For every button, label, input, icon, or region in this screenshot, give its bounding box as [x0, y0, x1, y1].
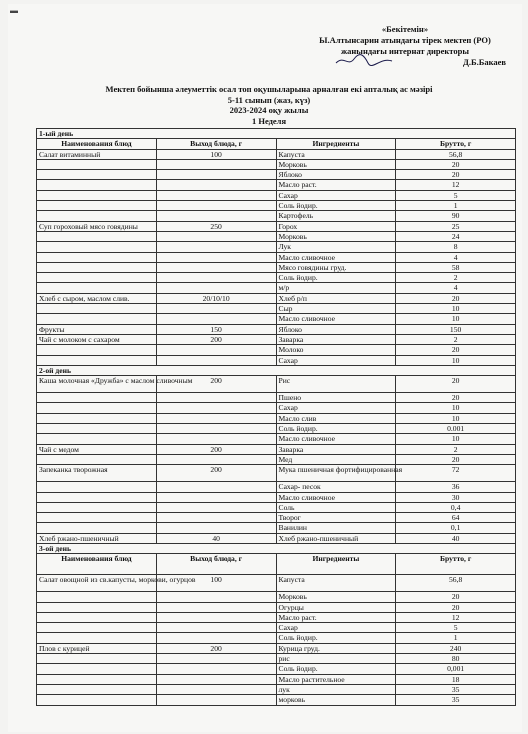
- ingredient-cell: Масло сливочное: [276, 252, 396, 262]
- brutto-cell: 0,001: [396, 664, 516, 674]
- table-row: [37, 149, 516, 159]
- brutto-cell: 4: [396, 283, 516, 293]
- dish-cell: [37, 612, 157, 622]
- table-row: [37, 633, 516, 643]
- yield-cell: [156, 180, 276, 190]
- yield-cell: [156, 424, 276, 434]
- table-row: [37, 324, 516, 334]
- dish-cell: [37, 602, 157, 612]
- brutto-cell: 10: [396, 403, 516, 413]
- table-row: [37, 523, 516, 533]
- dish-cell: [37, 403, 157, 413]
- table-row: [37, 159, 516, 169]
- table-row: [37, 252, 516, 262]
- table-row: [37, 575, 516, 592]
- yield-cell: 200: [156, 465, 276, 482]
- ingredient-cell: Капуста: [276, 575, 396, 592]
- brutto-cell: 10: [396, 314, 516, 324]
- yield-cell: [156, 434, 276, 444]
- table-row: [37, 664, 516, 674]
- yield-cell: [156, 513, 276, 523]
- yield-cell: [156, 674, 276, 684]
- brutto-cell: 90: [396, 211, 516, 221]
- table-row: [37, 376, 516, 393]
- dish-cell: Суп гороховый мясо говядины: [37, 221, 157, 231]
- ingredient-cell: Мясо говядины груд.: [276, 262, 396, 272]
- table-row: [37, 674, 516, 684]
- brutto-cell: 12: [396, 612, 516, 622]
- ingredient-cell: Хлеб ржано-пшеничный: [276, 533, 396, 543]
- yield-cell: 200: [156, 643, 276, 653]
- yield-cell: [156, 664, 276, 674]
- table-row: [37, 444, 516, 454]
- ingredient-cell: Масло растительное: [276, 674, 396, 684]
- table-row: [37, 492, 516, 502]
- ingredient-cell: Масло раст.: [276, 612, 396, 622]
- dish-cell: Фрукты: [37, 324, 157, 334]
- yield-cell: [156, 304, 276, 314]
- yield-cell: [156, 502, 276, 512]
- ingredient-cell: Сахар: [276, 190, 396, 200]
- ingredient-cell: Сахар- песок: [276, 482, 396, 492]
- brutto-cell: 20: [396, 592, 516, 602]
- table-row: [37, 695, 516, 705]
- table-header-row: [37, 554, 516, 575]
- ingredient-cell: Лук: [276, 242, 396, 252]
- approval-block: [290, 24, 520, 68]
- dish-cell: [37, 314, 157, 324]
- table-row: [37, 424, 516, 434]
- brutto-cell: 56,8: [396, 149, 516, 159]
- brutto-cell: 18: [396, 674, 516, 684]
- ingredient-cell: Хлеб р/п: [276, 293, 396, 303]
- ingredient-cell: Соль йодир.: [276, 664, 396, 674]
- yield-cell: [156, 201, 276, 211]
- header-dish-cell: Наименования блюд: [37, 139, 157, 149]
- yield-cell: 100: [156, 149, 276, 159]
- yield-cell: [156, 592, 276, 602]
- yield-cell: [156, 231, 276, 241]
- brutto-cell: 1: [396, 201, 516, 211]
- ingredient-cell: Курица груд.: [276, 643, 396, 653]
- dish-cell: [37, 355, 157, 365]
- approval-position: жанындағы интернат директоры: [341, 46, 469, 56]
- table-row: [37, 465, 516, 482]
- table-row: [37, 413, 516, 423]
- table-row: [37, 393, 516, 403]
- day-row: [37, 543, 516, 553]
- table-row: [37, 502, 516, 512]
- brutto-cell: 25: [396, 221, 516, 231]
- brutto-cell: 30: [396, 492, 516, 502]
- brutto-cell: 35: [396, 695, 516, 705]
- table-row: [37, 231, 516, 241]
- header-brutto-cell: Брутто, г: [396, 554, 516, 575]
- yield-cell: [156, 170, 276, 180]
- dish-cell: Плов с курицей: [37, 643, 157, 653]
- dish-cell: [37, 684, 157, 694]
- yield-cell: [156, 654, 276, 664]
- brutto-cell: 20: [396, 293, 516, 303]
- brutto-cell: 5: [396, 190, 516, 200]
- table-row: [37, 643, 516, 653]
- yield-cell: [156, 190, 276, 200]
- day-label: 2-ой день: [37, 365, 516, 375]
- brutto-cell: 20: [396, 170, 516, 180]
- yield-cell: [156, 602, 276, 612]
- yield-cell: [156, 523, 276, 533]
- ingredient-cell: Сахар: [276, 403, 396, 413]
- yield-cell: [156, 283, 276, 293]
- brutto-cell: 10: [396, 355, 516, 365]
- brutto-cell: 20: [396, 345, 516, 355]
- ingredient-cell: лук: [276, 684, 396, 694]
- brutto-cell: 2: [396, 334, 516, 344]
- table-row: [37, 262, 516, 272]
- day-row: [37, 365, 516, 375]
- yield-cell: 250: [156, 221, 276, 231]
- dish-cell: [37, 674, 157, 684]
- yield-cell: [156, 159, 276, 169]
- title-grades: 5-11 сынып (жаз, күз): [227, 94, 311, 105]
- dish-cell: [37, 304, 157, 314]
- ingredient-cell: Морковь: [276, 592, 396, 602]
- brutto-cell: 5: [396, 623, 516, 633]
- ingredient-cell: Соль йодир.: [276, 201, 396, 211]
- yield-cell: 20/10/10: [156, 293, 276, 303]
- day-row: [37, 129, 516, 139]
- day-label: 1-ый день: [37, 129, 516, 139]
- ingredient-cell: Мука пшеничная фортифицированная: [276, 465, 396, 482]
- header-dish-cell: Наименования блюд: [37, 554, 157, 575]
- table-row: [37, 304, 516, 314]
- dish-cell: [37, 345, 157, 355]
- dish-cell: Салат овощной из св.капусты, моркови, огурцов: [37, 575, 157, 592]
- table-row: [37, 684, 516, 694]
- table-row: [37, 221, 516, 231]
- dish-cell: Каша молочная «Дружба» с маслом сливочным: [37, 376, 157, 393]
- table-row: [37, 345, 516, 355]
- table-row: [37, 273, 516, 283]
- dish-cell: [37, 492, 157, 502]
- brutto-cell: 35: [396, 684, 516, 694]
- title-main: Мектеп бойынша әлеуметтік осал топ оқушыларына арналған екі апталық ас мәзірі: [105, 84, 433, 94]
- yield-cell: [156, 355, 276, 365]
- ingredient-cell: Молоко: [276, 345, 396, 355]
- table-row: [37, 454, 516, 464]
- dish-cell: [37, 424, 157, 434]
- dish-cell: [37, 654, 157, 664]
- approval-school: Ы.Алтынсарин атындағы тірек мектеп (РО): [319, 35, 491, 45]
- table-row: [37, 314, 516, 324]
- dish-cell: [37, 623, 157, 633]
- yield-cell: 200: [156, 376, 276, 393]
- ingredient-cell: Масло сливочное: [276, 434, 396, 444]
- table-row: [37, 612, 516, 622]
- ingredient-cell: Морковь: [276, 231, 396, 241]
- brutto-cell: 20: [396, 376, 516, 393]
- dish-cell: [37, 454, 157, 464]
- ingredient-cell: Соль: [276, 502, 396, 512]
- table-row: [37, 602, 516, 612]
- yield-cell: [156, 314, 276, 324]
- header-yield-cell: Выход блюда, г: [156, 139, 276, 149]
- dish-cell: Запеканка творожная: [37, 465, 157, 482]
- ingredient-cell: Соль йодир.: [276, 273, 396, 283]
- yield-cell: [156, 492, 276, 502]
- brutto-cell: 10: [396, 304, 516, 314]
- signature-icon: [334, 53, 394, 67]
- table-row: [37, 482, 516, 492]
- ingredient-cell: м/р: [276, 283, 396, 293]
- brutto-cell: 8: [396, 242, 516, 252]
- yield-cell: [156, 252, 276, 262]
- dish-cell: [37, 482, 157, 492]
- ingredient-cell: Яблоко: [276, 324, 396, 334]
- dish-cell: [37, 434, 157, 444]
- header-brutto-cell: Брутто, г: [396, 139, 516, 149]
- ingredient-cell: Масло слив: [276, 413, 396, 423]
- header-ingredient-cell: Ингредиенты: [276, 139, 396, 149]
- title-week: 1 Неделя: [251, 115, 287, 126]
- brutto-cell: 12: [396, 180, 516, 190]
- brutto-cell: 4: [396, 252, 516, 262]
- table-row: [37, 434, 516, 444]
- ingredient-cell: Морковь: [276, 159, 396, 169]
- brutto-cell: 0,4: [396, 502, 516, 512]
- dish-cell: [37, 231, 157, 241]
- brutto-cell: 0.001: [396, 424, 516, 434]
- dish-cell: Чай с молоком с сахаром: [37, 334, 157, 344]
- dish-cell: [37, 695, 157, 705]
- dish-cell: Хлеб ржано-пшеничный: [37, 533, 157, 543]
- ingredient-cell: Заварка: [276, 444, 396, 454]
- brutto-cell: 56,8: [396, 575, 516, 592]
- brutto-cell: 2: [396, 273, 516, 283]
- dish-cell: [37, 413, 157, 423]
- yield-cell: [156, 413, 276, 423]
- dish-cell: [37, 393, 157, 403]
- table-row: [37, 170, 516, 180]
- brutto-cell: 20: [396, 393, 516, 403]
- dish-cell: [37, 273, 157, 283]
- ingredient-cell: Яблоко: [276, 170, 396, 180]
- table-row: [37, 293, 516, 303]
- dish-cell: [37, 633, 157, 643]
- yield-cell: 100: [156, 575, 276, 592]
- table-row: [37, 513, 516, 523]
- table-row: [37, 283, 516, 293]
- dish-cell: [37, 252, 157, 262]
- brutto-cell: 10: [396, 413, 516, 423]
- ingredient-cell: Сахар: [276, 355, 396, 365]
- dish-cell: Чай с медом: [37, 444, 157, 454]
- ingredient-cell: Масло сливочное: [276, 314, 396, 324]
- ingredient-cell: Творог: [276, 513, 396, 523]
- document-title: [104, 84, 434, 126]
- dish-cell: [37, 242, 157, 252]
- dish-cell: [37, 180, 157, 190]
- header-ingredient-cell: Ингредиенты: [276, 554, 396, 575]
- table-row: [37, 201, 516, 211]
- ingredient-cell: Заварка: [276, 334, 396, 344]
- brutto-cell: 0,1: [396, 523, 516, 533]
- dish-cell: [37, 664, 157, 674]
- yield-cell: [156, 211, 276, 221]
- brutto-cell: 64: [396, 513, 516, 523]
- yield-cell: [156, 623, 276, 633]
- ingredient-cell: Мед: [276, 454, 396, 464]
- ingredient-cell: рис: [276, 654, 396, 664]
- yield-cell: 40: [156, 533, 276, 543]
- ingredient-cell: Капуста: [276, 149, 396, 159]
- table-row: [37, 242, 516, 252]
- ingredient-cell: Пшено: [276, 393, 396, 403]
- dish-cell: [37, 262, 157, 272]
- document-page: [8, 4, 522, 732]
- ingredient-cell: Огурцы: [276, 602, 396, 612]
- ingredient-cell: Масло сливочное: [276, 492, 396, 502]
- ingredient-cell: Ванилин: [276, 523, 396, 533]
- yield-cell: 200: [156, 444, 276, 454]
- brutto-cell: 40: [396, 533, 516, 543]
- table-row: [37, 334, 516, 344]
- table-row: [37, 403, 516, 413]
- dish-cell: [37, 592, 157, 602]
- brutto-cell: 10: [396, 434, 516, 444]
- table-row: [37, 180, 516, 190]
- yield-cell: [156, 633, 276, 643]
- yield-cell: 150: [156, 324, 276, 334]
- brutto-cell: 58: [396, 262, 516, 272]
- table-row: [37, 654, 516, 664]
- yield-cell: [156, 273, 276, 283]
- day-label: 3-ой день: [37, 543, 516, 553]
- dish-cell: Хлеб с сыром, маслом слив.: [37, 293, 157, 303]
- table-row: [37, 211, 516, 221]
- brutto-cell: 20: [396, 602, 516, 612]
- brutto-cell: 36: [396, 482, 516, 492]
- dish-cell: [37, 159, 157, 169]
- yield-cell: [156, 242, 276, 252]
- yield-cell: [156, 262, 276, 272]
- dish-cell: [37, 190, 157, 200]
- dish-cell: [37, 523, 157, 533]
- ingredient-cell: Сыр: [276, 304, 396, 314]
- approval-title: «Бекітемін»: [381, 24, 429, 34]
- title-year: 2023-2024 оқу жылы: [229, 105, 309, 115]
- approval-signature-name: Д.Б.Бакаев: [463, 57, 506, 67]
- dish-cell: [37, 170, 157, 180]
- dish-cell: [37, 211, 157, 221]
- yield-cell: [156, 454, 276, 464]
- yield-cell: [156, 393, 276, 403]
- brutto-cell: 1: [396, 633, 516, 643]
- ingredient-cell: морковь: [276, 695, 396, 705]
- table-row: [37, 355, 516, 365]
- yield-cell: [156, 684, 276, 694]
- ingredient-cell: Картофель: [276, 211, 396, 221]
- ingredient-cell: Соль йодир.: [276, 633, 396, 643]
- brutto-cell: 72: [396, 465, 516, 482]
- ingredient-cell: Горох: [276, 221, 396, 231]
- dish-cell: Салат витаминный: [37, 149, 157, 159]
- ingredient-cell: Сахар: [276, 623, 396, 633]
- ingredient-cell: Масло раст.: [276, 180, 396, 190]
- ingredient-cell: Соль йодир.: [276, 424, 396, 434]
- corner-mark-icon: ▬: [10, 6, 18, 15]
- brutto-cell: 20: [396, 454, 516, 464]
- brutto-cell: 240: [396, 643, 516, 653]
- menu-table: [36, 128, 516, 706]
- dish-cell: [37, 513, 157, 523]
- yield-cell: [156, 345, 276, 355]
- table-row: [37, 592, 516, 602]
- table-row: [37, 533, 516, 543]
- dish-cell: [37, 502, 157, 512]
- yield-cell: [156, 612, 276, 622]
- table-row: [37, 623, 516, 633]
- brutto-cell: 2: [396, 444, 516, 454]
- brutto-cell: 20: [396, 159, 516, 169]
- table-header-row: [37, 139, 516, 149]
- brutto-cell: 150: [396, 324, 516, 334]
- dish-cell: [37, 283, 157, 293]
- dish-cell: [37, 201, 157, 211]
- header-yield-cell: Выход блюда, г: [156, 554, 276, 575]
- yield-cell: [156, 482, 276, 492]
- yield-cell: [156, 695, 276, 705]
- yield-cell: 200: [156, 334, 276, 344]
- yield-cell: [156, 403, 276, 413]
- brutto-cell: 24: [396, 231, 516, 241]
- brutto-cell: 80: [396, 654, 516, 664]
- table-row: [37, 190, 516, 200]
- ingredient-cell: Рис: [276, 376, 396, 393]
